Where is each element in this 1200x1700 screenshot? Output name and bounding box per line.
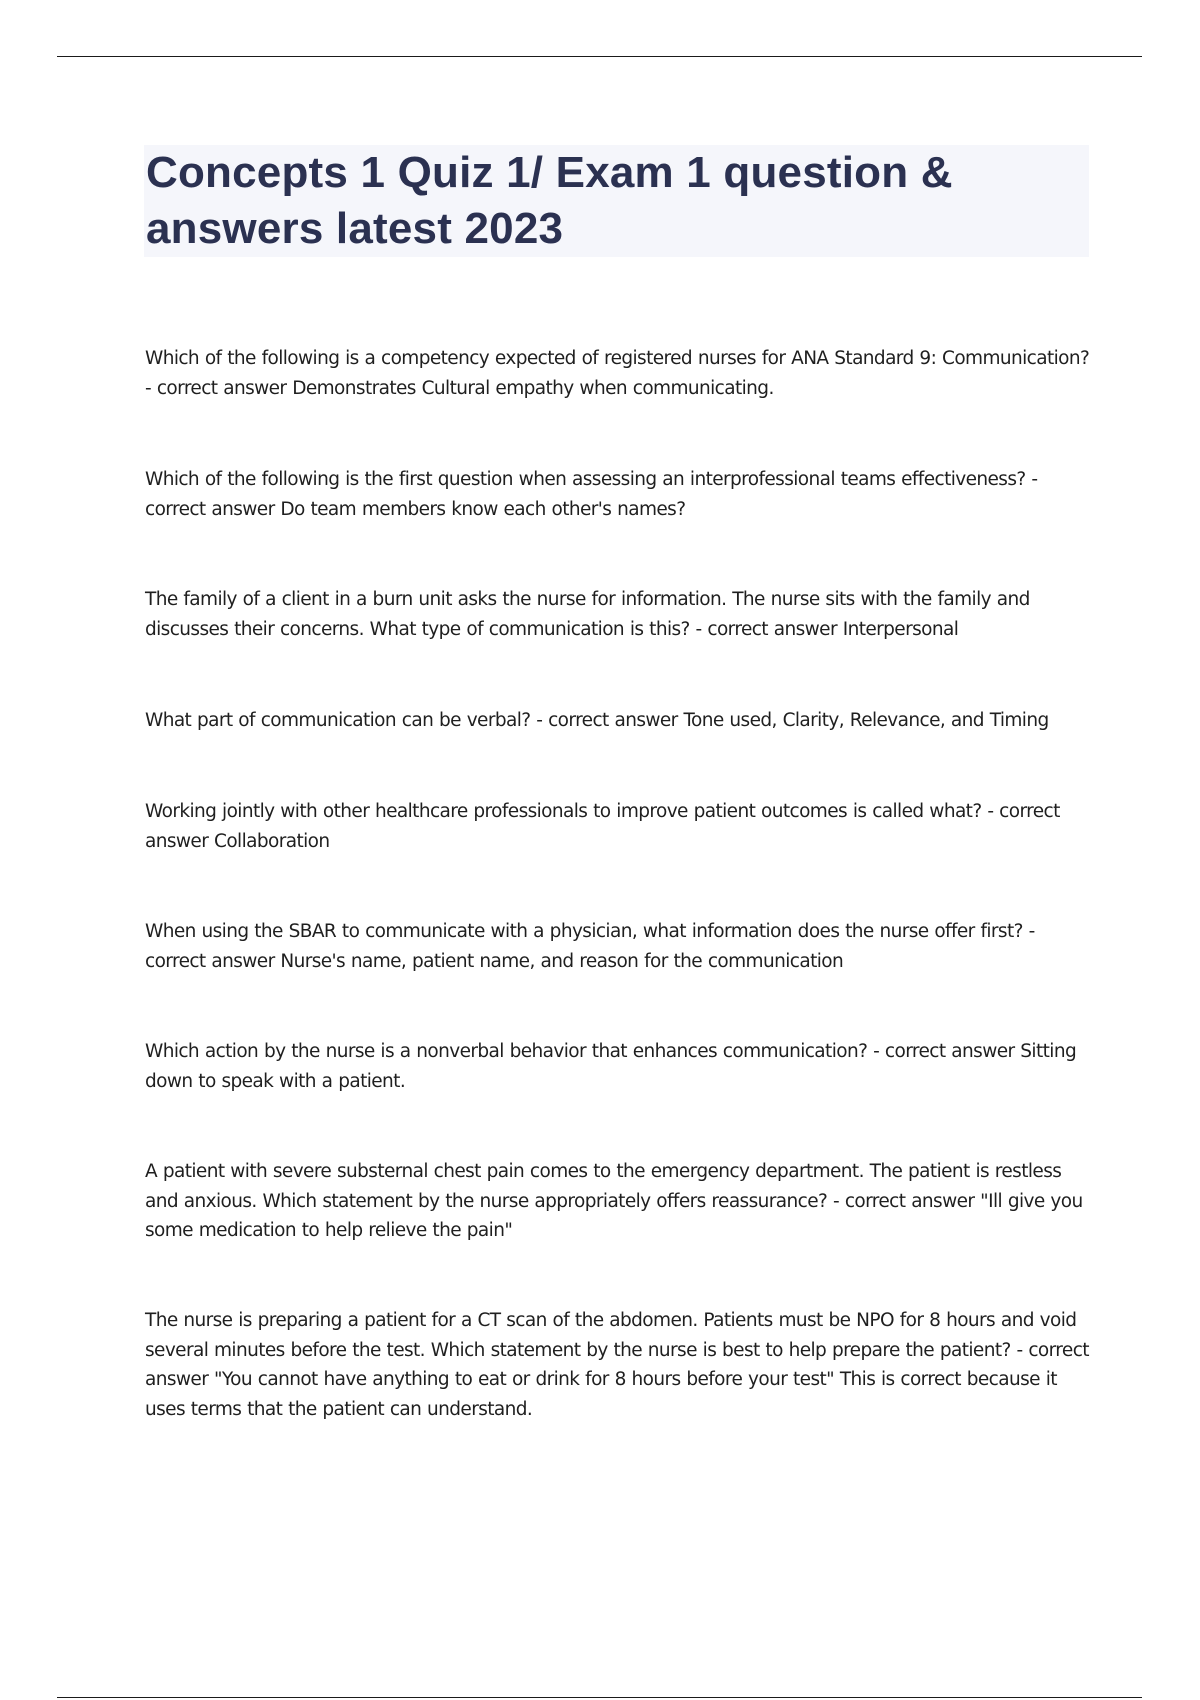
qa-item-9: The nurse is preparing a patient for a CT scan of the abdomen. Patients must be NPO for 8 hours and void several minutes before the test. Which statement by the nurse is best to help prepare the patient? - correct answer "You cannot have anything to eat or drink for 8 hours before your test" This is correct because it uses terms that the patient can understand. [145, 1310, 1089, 1420]
bottom-rule [57, 1697, 1142, 1698]
qa-item-8: A patient with severe substernal chest pain comes to the emergency department. The patient is restless and anxious. Which statement by the nurse appropriately offers reassurance? - correct answer "Ill give you some medication to help relieve the pain" [145, 1161, 1083, 1241]
document-title: Concepts 1 Quiz 1/ Exam 1 question & answers latest 2023 [146, 148, 953, 253]
qa-item-7: Which action by the nurse is a nonverbal behavior that enhances communication? - correct answer Sitting down to speak with a patient. [145, 1041, 1077, 1092]
qa-item-1: Which of the following is a competency expected of registered nurses for ANA Standard 9: Communication? - correct answer Demonstrates Cultural empathy when communicating. [145, 348, 1090, 399]
qa-item-4: What part of communication can be verbal? - correct answer Tone used, Clarity, Relevance, and Timing [145, 710, 1049, 731]
qa-item-5: Working jointly with other healthcare professionals to improve patient outcomes is called what? - correct answer Collaboration [145, 801, 1060, 852]
top-rule [57, 56, 1142, 57]
qa-item-3: The family of a client in a burn unit asks the nurse for information. The nurse sits with the family and discusses their concerns. What type of communication is this? - correct answer Interpersonal [145, 589, 1030, 640]
qa-item-6: When using the SBAR to communicate with a physician, what information does the nurse offer first? - correct answer Nurse's name, patient name, and reason for the communication [145, 921, 1035, 972]
qa-item-2: Which of the following is the first question when assessing an interprofessional teams effectiveness? - correct answer Do team members know each other's names? [145, 469, 1038, 520]
